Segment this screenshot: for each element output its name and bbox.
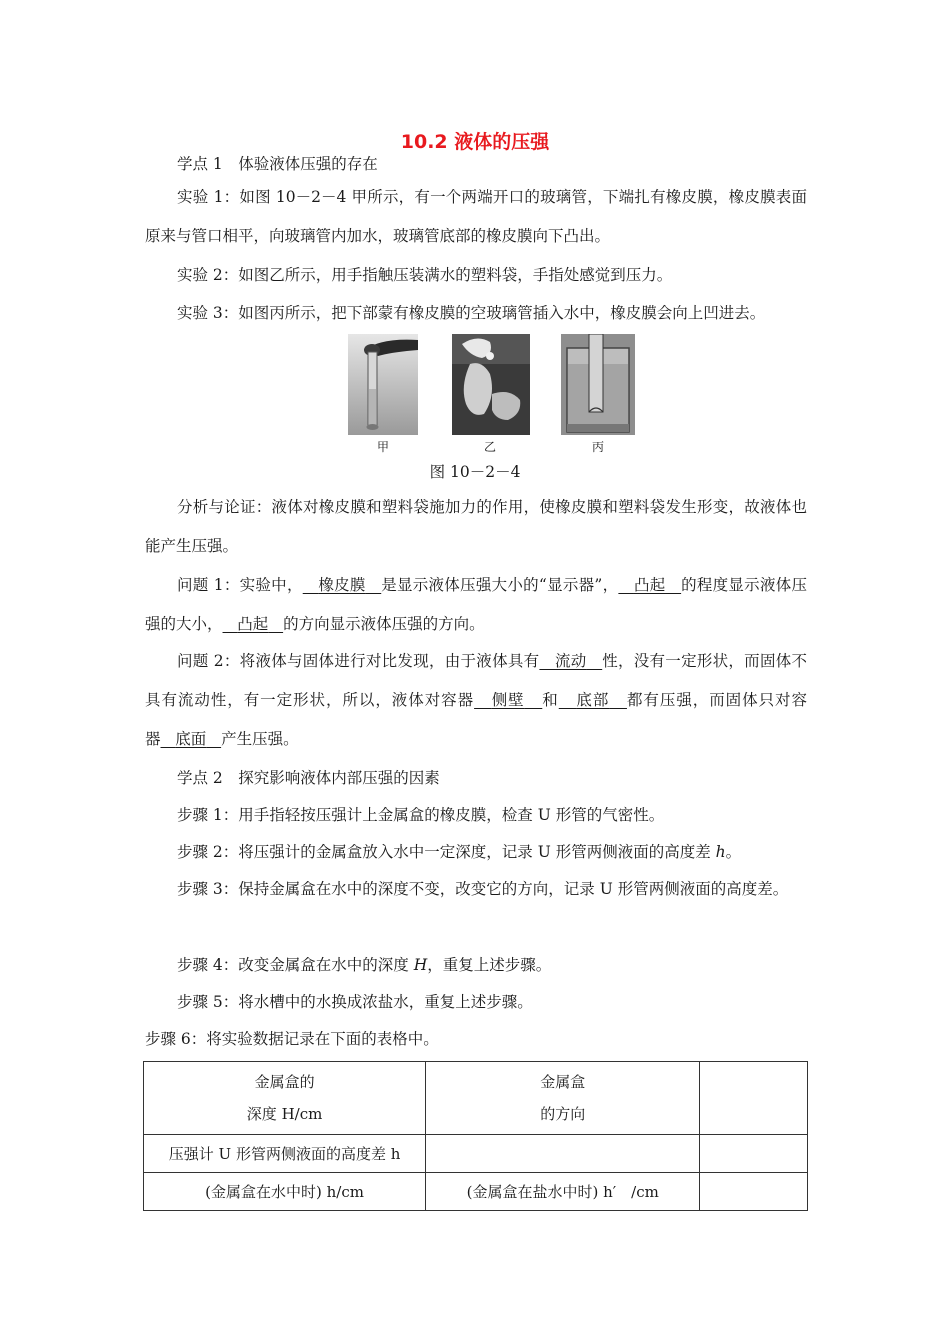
answer-blank-1: 橡皮膜 bbox=[318, 576, 366, 594]
table-cell: (金属盒在水中时) h/cm bbox=[144, 1173, 426, 1211]
experiment-1-text: 实验 1：如图 10－2－4 甲所示，有一个两端开口的玻璃管，下端扎有橡皮膜，橡皮膜表面原来与管口相平，向玻璃管内加水，玻璃管底部的橡皮膜向下凸出。 bbox=[145, 188, 807, 245]
table-cell: 金属盒 的方向 bbox=[426, 1062, 700, 1135]
section-heading-1: 学点 1 体验液体压强的存在 bbox=[177, 155, 378, 173]
question-2: 问题 2：将液体与固体进行对比发现，由于液体具有 流动 性，没有一定形状，而固体不具有流动性，有一定形状，所以，液体对容器 侧壁 和 底部 都有压强，而固体只对容器 底面 产生压强。 bbox=[145, 652, 807, 748]
photo-yi bbox=[452, 334, 530, 435]
figure-10-2-4 bbox=[0, 334, 950, 459]
photo-jia bbox=[348, 334, 418, 435]
section-heading-2: 学点 2 探究影响液体内部压强的因素 bbox=[177, 769, 440, 787]
answer-blank-5: 侧壁 bbox=[491, 691, 525, 709]
answer-blank-4: 流动 bbox=[555, 652, 587, 670]
answer-blank-6: 底部 bbox=[576, 691, 610, 709]
analysis-text: 分析与论证：液体对橡皮膜和塑料袋施加力的作用，使橡皮膜和塑料袋发生形变，故液体也能产生压强。 bbox=[145, 498, 807, 555]
page-title: 10.2 液体的压强 bbox=[400, 131, 550, 153]
photo-bing bbox=[561, 334, 635, 435]
caption-jia: 甲 bbox=[376, 440, 389, 454]
table-row bbox=[144, 1135, 808, 1173]
question-1: 问题 1：实验中， 橡皮膜 是显示液体压强大小的“显示器”， 凸起 的程度显示液体压强的大小， 凸起 的方向显示液体压强的方向。 bbox=[145, 576, 807, 633]
table-cell: 压强计 U 形管两侧液面的高度差 h bbox=[144, 1135, 426, 1173]
table-cell: (金属盒在盐水中时) h′ /cm bbox=[426, 1173, 700, 1211]
experiment-3-text: 实验 3：如图丙所示，把下部蒙有橡皮膜的空玻璃管插入水中，橡皮膜会向上凹进去。 bbox=[177, 304, 766, 322]
table-cell bbox=[426, 1135, 700, 1173]
answer-blank-3: 凸起 bbox=[237, 615, 269, 633]
step-2: 步骤 2：将压强计的金属盒放入水中一定深度，记录 U 形管两侧液面的高度差 h。 bbox=[177, 843, 742, 861]
caption-yi: 乙 bbox=[483, 440, 496, 454]
caption-bing: 丙 bbox=[591, 440, 604, 454]
answer-blank-2: 凸起 bbox=[633, 576, 666, 594]
step-1: 步骤 1：用手指轻按压强计上金属盒的橡皮膜，检查 U 形管的气密性。 bbox=[177, 806, 665, 824]
step-3: 步骤 3：保持金属盒在水中的深度不变，改变它的方向，记录 U 形管两侧液面的高度差。 bbox=[177, 880, 789, 898]
step-4: 步骤 4：改变金属盒在水中的深度 H，重复上述步骤。 bbox=[177, 956, 552, 974]
data-table bbox=[143, 1061, 808, 1211]
table-cell: 金属盒的 深度 H/cm bbox=[144, 1062, 426, 1135]
step-5: 步骤 5：将水槽中的水换成浓盐水，重复上述步骤。 bbox=[177, 993, 533, 1011]
table-row bbox=[144, 1062, 808, 1135]
figure-caption: 图 10－2－4 bbox=[429, 463, 521, 481]
answer-blank-7: 底面 bbox=[175, 730, 207, 748]
table-cell bbox=[700, 1135, 808, 1173]
experiment-2-text: 实验 2：如图乙所示，用手指触压装满水的塑料袋，手指处感觉到压力。 bbox=[177, 266, 673, 284]
step-6: 步骤 6：将实验数据记录在下面的表格中。 bbox=[145, 1030, 439, 1048]
table-cell bbox=[700, 1173, 808, 1211]
table-cell bbox=[700, 1062, 808, 1135]
table-row bbox=[144, 1173, 808, 1211]
